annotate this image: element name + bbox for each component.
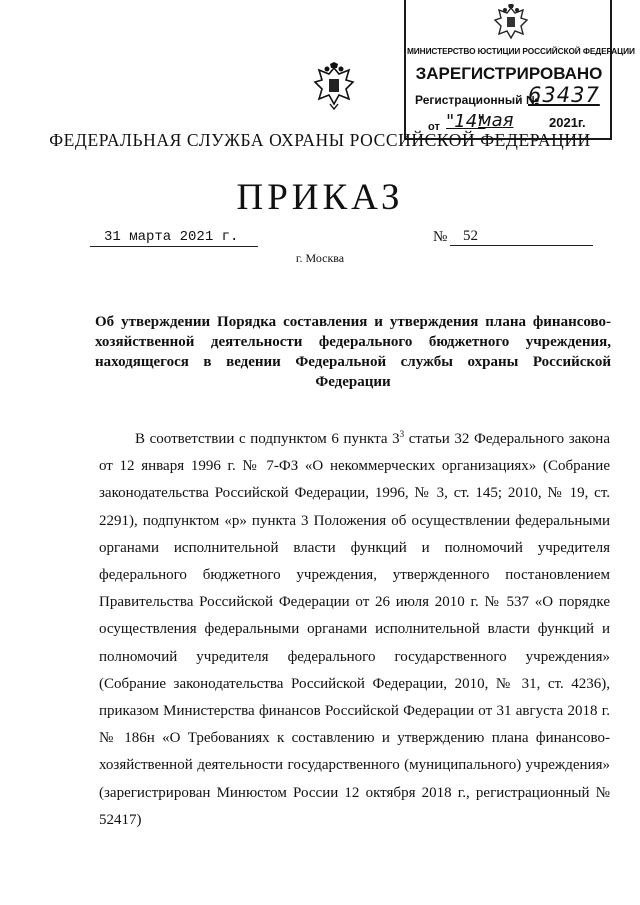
stamp-ministry: МИНИСТЕРСТВО ЮСТИЦИИ РОССИЙСКОЙ ФЕДЕРАЦИИ: [407, 46, 635, 56]
body-text-start: В соответствии с подпунктом 6 пункта 3: [135, 431, 400, 447]
city: г. Москва: [295, 251, 345, 265]
stamp-date-month: мая: [478, 110, 514, 131]
agency-name: ФЕДЕРАЛЬНАЯ СЛУЖБА ОХРАНЫ РОССИЙСКОЙ ФЕДЕРАЦИИ: [49, 130, 591, 150]
order-subject: Об утверждении Порядка составления и утверждения плана финансово-хозяйственной деятельности федерального бюджетного учреждения, находящегося в ведении Федеральной службы охраны Российской Федерации: [95, 314, 611, 390]
document-title: ПРИКАЗ: [236, 177, 404, 218]
stamp-date-prefix: от: [428, 121, 440, 133]
date-underline: [90, 246, 258, 247]
stamp-reg-number-label: Регистрационный №: [415, 93, 540, 107]
coat-of-arms-icon: [313, 62, 355, 110]
body-text-rest: статьи 32 Федерального закона от 12 января 1996 г. № 7-ФЗ «О некоммерческих организациях» (Собрание законодательства Российской Федерации, 1996, № 3, ст. 145; 2010, № 19, ст. 2291), подпунктом «р» пункта 3 Положения об осуществлении федеральными органами исполнительной власти функций и полномочий учредителя федерального бюджетного учреждения, утвержденного постановлением Правительства Российской Федерации от 26 июля 2010 г. № 537 «О порядке осуществления федеральными органами исполнительной власти функций и полномочий учредителя федерального государственного учреждения» (Собрание законодательства Российской Федерации, 2010, № 31, ст. 4236), приказом Министерства финансов Российской Федерации от 31 августа 2018 г. № 186н «О Требованиях к составлению и утверждению плана финансово-хозяйственной деятельности государственного (муниципального) учреждения» (зарегистрирован Минюстом России 12 октября 2018 г., регистрационный № 52417): [99, 431, 610, 828]
order-date: 31 марта 2021 г.: [104, 229, 239, 245]
stamp-emblem-icon: [493, 4, 529, 42]
order-number: 52: [463, 228, 478, 244]
stamp-date-year: 2021г.: [549, 115, 586, 130]
body-paragraph: [99, 426, 610, 834]
stamp-registered-label: ЗАРЕГИСТРИРОВАНО: [415, 64, 603, 83]
stamp-reg-number: 63437: [528, 83, 600, 107]
number-sign: №: [433, 229, 448, 245]
body-superscript: 3: [399, 429, 405, 439]
stamp-date-day: "14": [446, 111, 486, 132]
number-underline: [450, 245, 593, 246]
